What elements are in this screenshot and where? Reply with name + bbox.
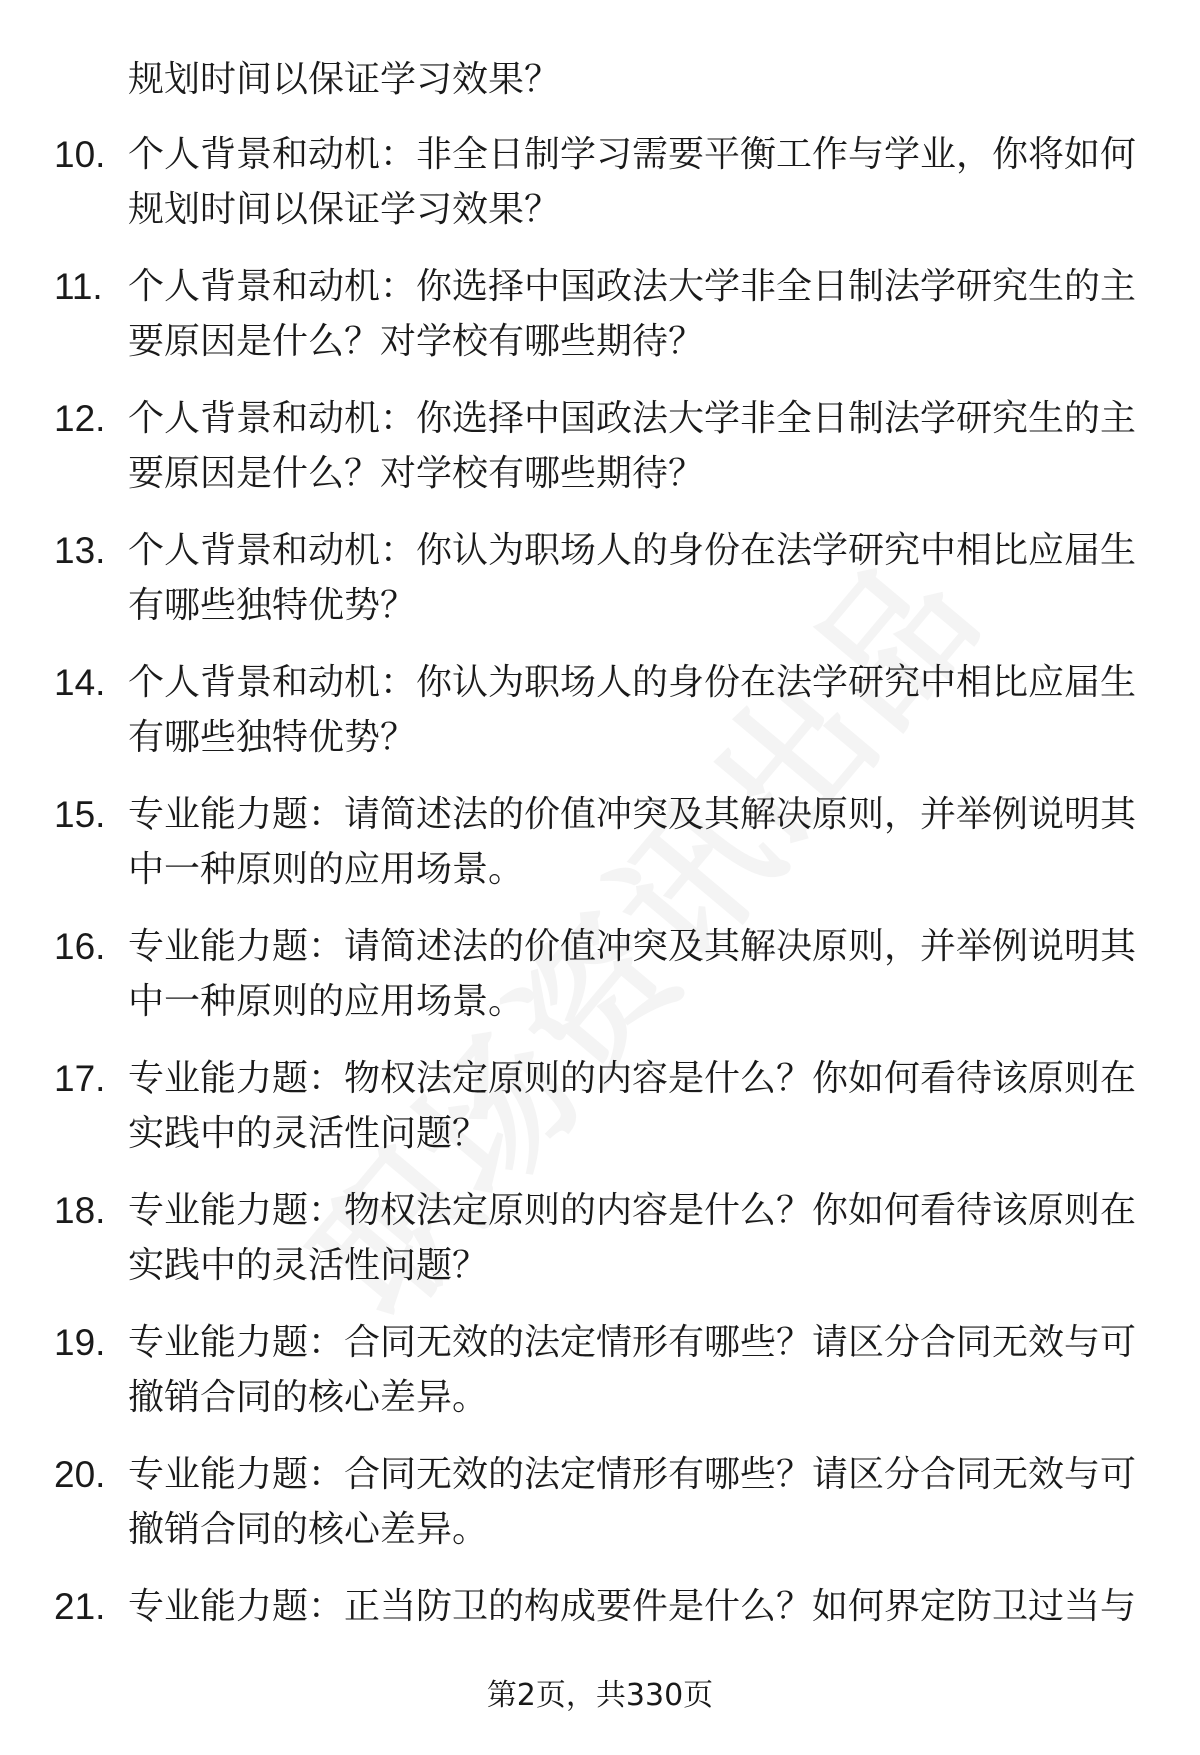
list-item (0, 1579, 1138, 1634)
question-text: 专业能力题：合同无效的法定情形有哪些？请区分合同无效与可撤销合同的核心差异。 (128, 1322, 1137, 1418)
question-number: 20. (54, 1454, 106, 1495)
question-text: 专业能力题：物权法定原则的内容是什么？你如何看待该原则在实践中的灵活性问题？ (128, 1058, 1137, 1154)
list-item (0, 919, 1138, 1029)
question-continuation: 规划时间以保证学习效果？ (128, 59, 561, 100)
question-number: 16. (54, 926, 106, 967)
list-item (0, 259, 1138, 369)
question-text: 个人背景和动机：你认为职场人的身份在法学研究中相比应届生有哪些独特优势？ (128, 662, 1137, 758)
list-item (0, 1315, 1138, 1425)
question-text: 专业能力题：请简述法的价值冲突及其解决原则，并举例说明其中一种原则的应用场景。 (128, 926, 1137, 1022)
question-text: 个人背景和动机：你选择中国政法大学非全日制法学研究生的主要原因是什么？对学校有哪些期待？ (128, 266, 1137, 362)
question-text: 专业能力题：合同无效的法定情形有哪些？请区分合同无效与可撤销合同的核心差异。 (128, 1454, 1137, 1550)
list-item (0, 1183, 1138, 1293)
question-number: 18. (54, 1190, 106, 1231)
list-item (0, 127, 1138, 237)
question-text: 个人背景和动机：非全日制学习需要平衡工作与学业，你将如何规划时间以保证学习效果？ (128, 134, 1137, 230)
question-list (0, 52, 1200, 1656)
list-item (0, 787, 1138, 897)
question-text: 专业能力题：物权法定原则的内容是什么？你如何看待该原则在实践中的灵活性问题？ (128, 1190, 1137, 1286)
question-number: 13. (54, 530, 106, 571)
page-footer: 第2页，共330页 (486, 1678, 714, 1713)
question-number: 14. (54, 662, 106, 703)
question-number: 11. (54, 266, 103, 307)
question-text: 个人背景和动机：你认为职场人的身份在法学研究中相比应届生有哪些独特优势？ (128, 530, 1137, 626)
list-item (0, 523, 1138, 633)
question-text: 专业能力题：正当防卫的构成要件是什么？如何界定防卫过当与 (128, 1586, 1137, 1627)
question-number: 17. (54, 1058, 106, 1099)
list-item (0, 391, 1138, 501)
question-number: 10. (54, 134, 106, 175)
question-text: 专业能力题：请简述法的价值冲突及其解决原则，并举例说明其中一种原则的应用场景。 (128, 794, 1137, 890)
question-number: 12. (54, 398, 106, 439)
question-number: 15. (54, 794, 106, 835)
list-item (0, 655, 1138, 765)
question-number: 21. (54, 1586, 106, 1627)
list-item (0, 1051, 1138, 1161)
question-number: 19. (54, 1322, 106, 1363)
list-item (0, 1447, 1138, 1557)
question-text: 个人背景和动机：你选择中国政法大学非全日制法学研究生的主要原因是什么？对学校有哪些期待？ (128, 398, 1137, 494)
